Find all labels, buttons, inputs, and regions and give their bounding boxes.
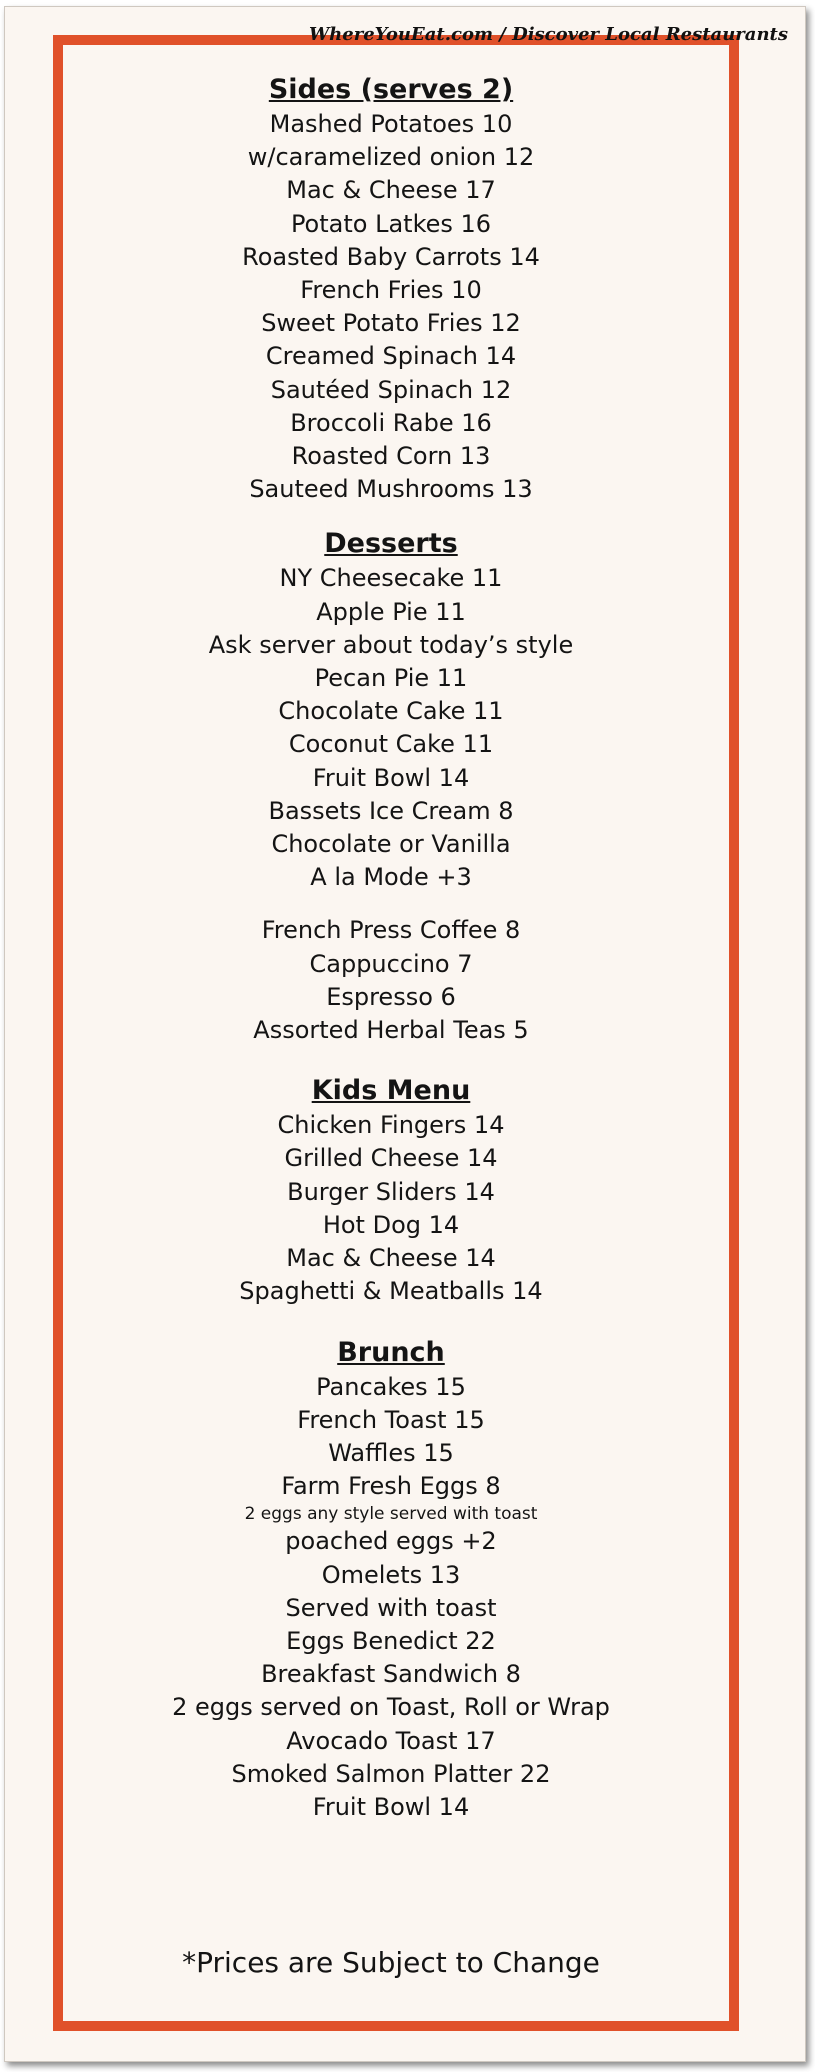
menu-item: Grilled Cheese 14 <box>284 1144 498 1173</box>
menu-item: NY Cheesecake 11 <box>279 564 503 593</box>
menu-item: A la Mode +3 <box>310 863 472 892</box>
site-watermark: WhereYouEat.com / Discover Local Restaurants <box>308 24 788 45</box>
menu-item: Creamed Spinach 14 <box>265 342 517 371</box>
menu-content <box>58 72 724 1824</box>
menu-item: Chocolate or Vanilla <box>271 830 511 859</box>
menu-item: Farm Fresh Eggs 8 <box>281 1472 501 1501</box>
drink-item: French Press Coffee 8 <box>261 916 521 945</box>
menu-item: Bassets Ice Cream 8 <box>268 796 514 825</box>
desserts-section <box>58 526 724 1047</box>
drink-item: Cappuccino 7 <box>309 949 473 978</box>
menu-item: Apple Pie 11 <box>316 597 466 626</box>
drink-item: Espresso 6 <box>326 982 456 1011</box>
menu-item: Sauteed Mushrooms 13 <box>249 475 533 504</box>
menu-item: Mac & Cheese 17 <box>286 176 496 205</box>
menu-item: French Toast 15 <box>297 1405 485 1434</box>
sides-heading: Sides (serves 2) <box>268 74 514 105</box>
menu-item: Broccoli Rabe 16 <box>290 408 492 437</box>
menu-item: Eggs Benedict 22 <box>286 1626 496 1655</box>
menu-item: Sweet Potato Fries 12 <box>261 309 521 338</box>
brunch-heading: Brunch <box>337 1336 445 1368</box>
menu-item: Coconut Cake 11 <box>288 730 494 759</box>
menu-item: Ask server about today’s style <box>208 630 574 659</box>
eggs-note: 2 eggs any style served with toast <box>244 1504 538 1525</box>
menu-item: Hot Dog 14 <box>322 1210 460 1239</box>
menu-item: Fruit Bowl 14 <box>312 1792 470 1821</box>
menu-item: Served with toast <box>285 1593 497 1622</box>
menu-item: w/caramelized onion 12 <box>247 143 535 172</box>
menu-item: French Fries 10 <box>300 276 482 305</box>
menu-item: Avocado Toast 17 <box>286 1726 496 1755</box>
menu-item: 2 eggs served on Toast, Roll or Wrap <box>172 1693 610 1722</box>
kids-heading: Kids Menu <box>311 1075 471 1107</box>
sides-section <box>58 72 724 506</box>
menu-item: Roasted Corn 13 <box>291 442 491 471</box>
menu-item: Waffles 15 <box>328 1438 454 1467</box>
desserts-heading: Desserts <box>324 528 458 560</box>
menu-item: Spaghetti & Meatballs 14 <box>239 1277 543 1306</box>
menu-item: Mac & Cheese 14 <box>286 1244 496 1273</box>
menu-item: poached eggs +2 <box>285 1527 497 1556</box>
menu-item: Fruit Bowl 14 <box>312 763 470 792</box>
menu-item: Burger Sliders 14 <box>287 1177 495 1206</box>
menu-item: Omelets 13 <box>321 1560 461 1589</box>
kids-section <box>58 1073 724 1308</box>
menu-item: Roasted Baby Carrots 14 <box>242 242 540 271</box>
menu-item: Smoked Salmon Platter 22 <box>231 1759 551 1788</box>
brunch-section <box>58 1335 724 1825</box>
drink-item: Assorted Herbal Teas 5 <box>253 1016 529 1045</box>
menu-item: Potato Latkes 16 <box>290 209 492 238</box>
menu-item: Chicken Fingers 14 <box>277 1111 505 1140</box>
price-disclaimer: *Prices are Subject to Change <box>182 1946 600 1979</box>
menu-item: Sautéed Spinach 12 <box>270 375 512 404</box>
menu-item: Pecan Pie 11 <box>314 664 468 693</box>
menu-item: Pancakes 15 <box>316 1372 466 1401</box>
menu-item: Breakfast Sandwich 8 <box>261 1660 521 1689</box>
menu-item: Chocolate Cake 11 <box>278 697 504 726</box>
menu-item: Mashed Potatoes 10 <box>269 110 513 138</box>
